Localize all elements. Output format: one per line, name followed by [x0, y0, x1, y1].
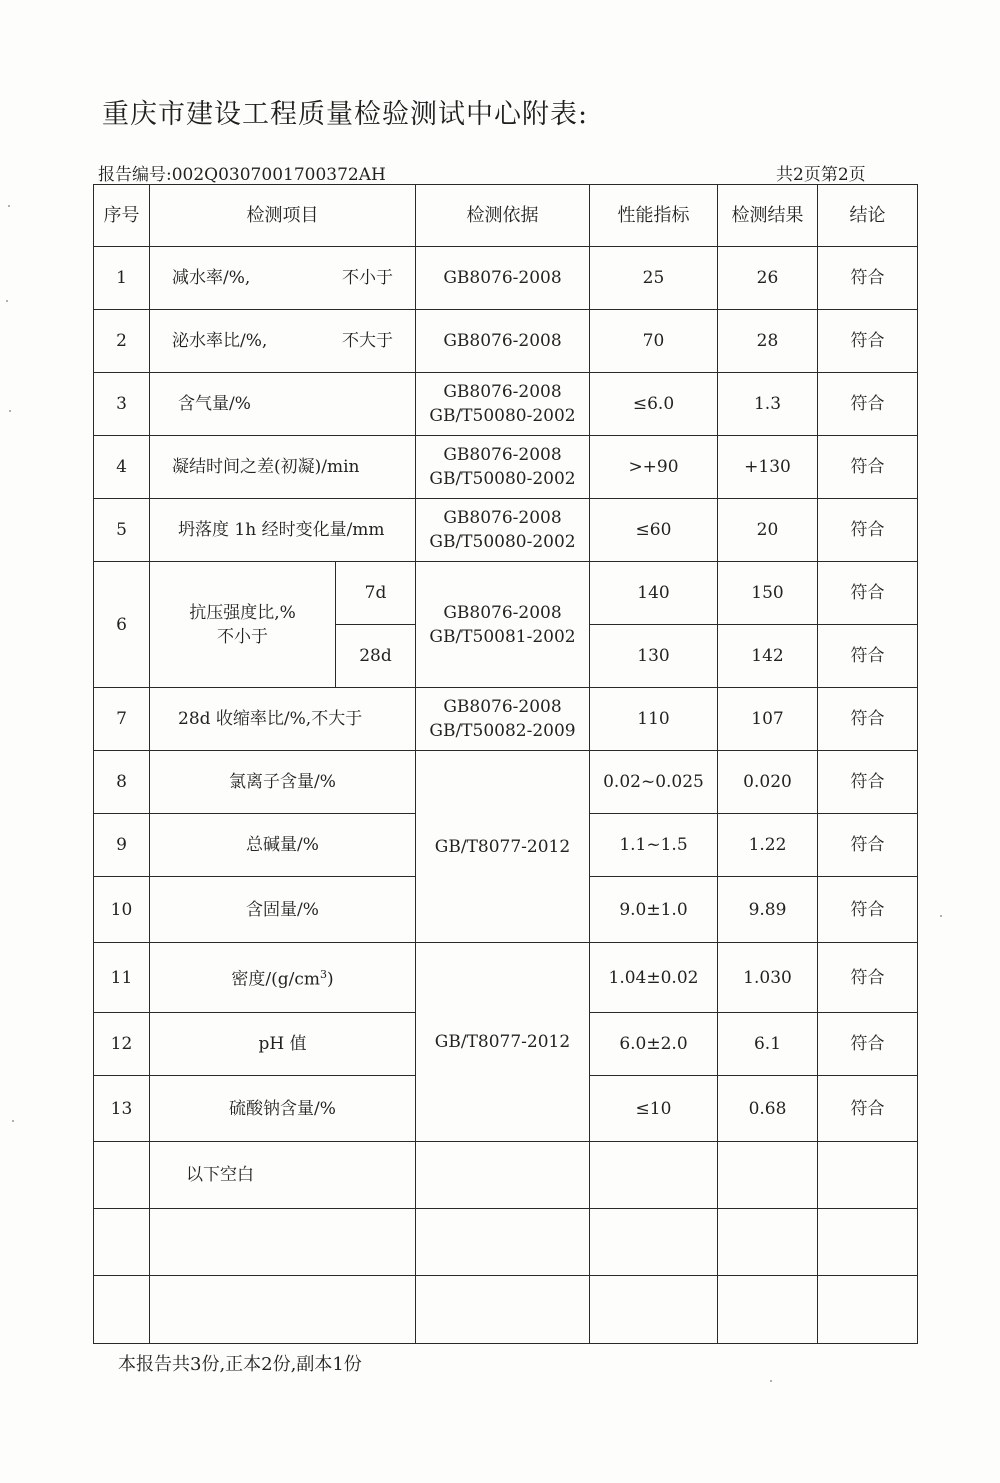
report-number: 报告编号:002Q0307001700372AH: [98, 165, 386, 185]
row-item: [150, 436, 416, 499]
col-header-item: 检测项目: [150, 185, 416, 247]
item-superscript: 3: [319, 968, 327, 982]
table-row: [94, 751, 918, 814]
table-row-blank: [94, 1276, 918, 1344]
row-result: 107: [718, 688, 818, 751]
basis-line: GB/T50080-2002: [429, 469, 576, 489]
table-row: [94, 499, 918, 562]
row-basis: GB/T8077-2012: [416, 943, 590, 1142]
item-qualifier: 不小于: [342, 268, 393, 288]
row-item: pH 值: [150, 1013, 416, 1076]
row-conclusion: 符合: [818, 943, 918, 1013]
item-label: 凝结时间之差(初凝)/min: [172, 457, 360, 477]
scan-speck: [6, 300, 8, 302]
row-conclusion: 符合: [818, 499, 918, 562]
row-result: 0.68: [718, 1076, 818, 1142]
row-index: ≤6.0: [590, 373, 718, 436]
col-header-no: 序号: [94, 185, 150, 247]
row-result: 1.030: [718, 943, 818, 1013]
row-no: 9: [94, 814, 150, 877]
row-no: 2: [94, 310, 150, 373]
row-conclusion: 符合: [818, 562, 918, 625]
basis-line: GB/T50080-2002: [429, 406, 576, 426]
table-row-blank: [94, 1142, 918, 1209]
row-no: 8: [94, 751, 150, 814]
blank-cell: [94, 1276, 150, 1344]
col-header-result: 检测结果: [718, 185, 818, 247]
col-header-index: 性能指标: [590, 185, 718, 247]
row-result: 142: [718, 625, 818, 688]
row-item: [150, 499, 416, 562]
row-result: 28: [718, 310, 818, 373]
table-row-blank: [94, 1209, 918, 1276]
row-conclusion: 符合: [818, 436, 918, 499]
row-index: ≤60: [590, 499, 718, 562]
table-row: [94, 688, 918, 751]
row-result: 26: [718, 247, 818, 310]
row-item: 总碱量/%: [150, 814, 416, 877]
row-index: 110: [590, 688, 718, 751]
row-conclusion: 符合: [818, 1076, 918, 1142]
table-row: [94, 247, 918, 310]
row-no: 4: [94, 436, 150, 499]
blank-cell: [818, 1276, 918, 1344]
blank-cell: [94, 1142, 150, 1209]
row-result: +130: [718, 436, 818, 499]
row-conclusion: 符合: [818, 373, 918, 436]
blank-cell: [818, 1142, 918, 1209]
row-conclusion: 符合: [818, 877, 918, 943]
blank-cell: [416, 1276, 590, 1344]
item-qualifier: 不大于: [342, 331, 393, 351]
page-indicator: 共2页第2页: [776, 165, 866, 185]
item-label: 减水率/%,: [172, 268, 251, 288]
document-title: 重庆市建设工程质量检验测试中心附表:: [102, 99, 589, 130]
row-result: 9.89: [718, 877, 818, 943]
scan-speck: [770, 1380, 772, 1382]
blank-cell: [590, 1209, 718, 1276]
blank-note: 以下空白: [150, 1142, 416, 1209]
row-conclusion: 符合: [818, 247, 918, 310]
row-index: 130: [590, 625, 718, 688]
row-basis: GB8076-2008: [416, 247, 590, 310]
row-conclusion: 符合: [818, 688, 918, 751]
row-conclusion: 符合: [818, 625, 918, 688]
row-index: >+90: [590, 436, 718, 499]
scan-speck: [12, 1120, 14, 1122]
row-no: 5: [94, 499, 150, 562]
row-item: 含固量/%: [150, 877, 416, 943]
basis-line: GB/T50082-2009: [429, 721, 576, 741]
row-result: 1.3: [718, 373, 818, 436]
row-item: [150, 247, 416, 310]
row-index: 9.0±1.0: [590, 877, 718, 943]
blank-cell: [150, 1209, 416, 1276]
row-item: [150, 943, 416, 1013]
blank-cell: [416, 1209, 590, 1276]
blank-cell: [150, 1276, 416, 1344]
row-basis: [416, 562, 590, 688]
row-no: 12: [94, 1013, 150, 1076]
copies-note: 本报告共3份,正本2份,副本1份: [118, 1354, 362, 1375]
item-label: 28d 收缩率比/%,不大于: [178, 709, 363, 729]
row-no: 6: [94, 562, 150, 688]
row-index: 1.1~1.5: [590, 814, 718, 877]
row-no: 3: [94, 373, 150, 436]
table-row: [94, 310, 918, 373]
row-index: 25: [590, 247, 718, 310]
row-basis: [416, 373, 590, 436]
row-index: 70: [590, 310, 718, 373]
row-conclusion: 符合: [818, 1013, 918, 1076]
col-header-basis: 检测依据: [416, 185, 590, 247]
blank-cell: [94, 1209, 150, 1276]
row-age: 28d: [336, 625, 416, 688]
row-result: 0.020: [718, 751, 818, 814]
basis-line: GB8076-2008: [443, 602, 562, 623]
row-no: 13: [94, 1076, 150, 1142]
table-row: [94, 373, 918, 436]
basis-line: GB/T50080-2002: [429, 532, 576, 552]
row-basis: [416, 499, 590, 562]
item-label: 坍落度 1h 经时变化量/mm: [178, 520, 385, 540]
basis-line: GB/T50081-2002: [429, 626, 576, 647]
table-row: [94, 943, 918, 1013]
row-result: 6.1: [718, 1013, 818, 1076]
table-row: [94, 436, 918, 499]
scan-speck: [8, 205, 10, 207]
table-row: [94, 562, 918, 625]
item-label: 抗压强度比,%: [189, 602, 296, 623]
blank-cell: [718, 1142, 818, 1209]
header-row: [94, 185, 918, 247]
item-label: 泌水率比/%,: [172, 331, 268, 351]
basis-line: GB8076-2008: [443, 445, 562, 465]
basis-line: GB8076-2008: [443, 382, 562, 402]
row-no: 10: [94, 877, 150, 943]
row-basis: [416, 436, 590, 499]
row-conclusion: 符合: [818, 310, 918, 373]
col-header-conclusion: 结论: [818, 185, 918, 247]
row-basis: [416, 688, 590, 751]
blank-cell: [718, 1209, 818, 1276]
row-index: 0.02~0.025: [590, 751, 718, 814]
blank-cell: [416, 1142, 590, 1209]
basis-line: GB8076-2008: [443, 508, 562, 528]
row-result: 20: [718, 499, 818, 562]
test-results-table: [93, 184, 918, 1344]
item-label: 含气量/%: [178, 394, 251, 414]
row-conclusion: 符合: [818, 751, 918, 814]
row-index: 6.0±2.0: [590, 1013, 718, 1076]
row-item: [150, 373, 416, 436]
row-index: 1.04±0.02: [590, 943, 718, 1013]
blank-cell: [590, 1142, 718, 1209]
row-basis: GB8076-2008: [416, 310, 590, 373]
row-conclusion: 符合: [818, 814, 918, 877]
row-no: 7: [94, 688, 150, 751]
row-item: 硫酸钠含量/%: [150, 1076, 416, 1142]
row-item: [150, 562, 336, 688]
row-result: 1.22: [718, 814, 818, 877]
blank-cell: [818, 1209, 918, 1276]
row-age: 7d: [336, 562, 416, 625]
blank-cell: [718, 1276, 818, 1344]
item-label: 密度/(g/cm: [231, 969, 320, 990]
scan-speck: [9, 410, 11, 412]
row-result: 150: [718, 562, 818, 625]
row-no: 11: [94, 943, 150, 1013]
row-no: 1: [94, 247, 150, 310]
basis-line: GB8076-2008: [443, 697, 562, 717]
scan-speck: [940, 915, 942, 917]
row-item: [150, 688, 416, 751]
row-index: ≤10: [590, 1076, 718, 1142]
row-basis: GB/T8077-2012: [416, 751, 590, 943]
row-item: [150, 310, 416, 373]
row-index: 140: [590, 562, 718, 625]
row-item: 氯离子含量/%: [150, 751, 416, 814]
item-tail: ): [326, 969, 334, 990]
blank-cell: [590, 1276, 718, 1344]
item-qualifier: 不小于: [217, 626, 268, 647]
